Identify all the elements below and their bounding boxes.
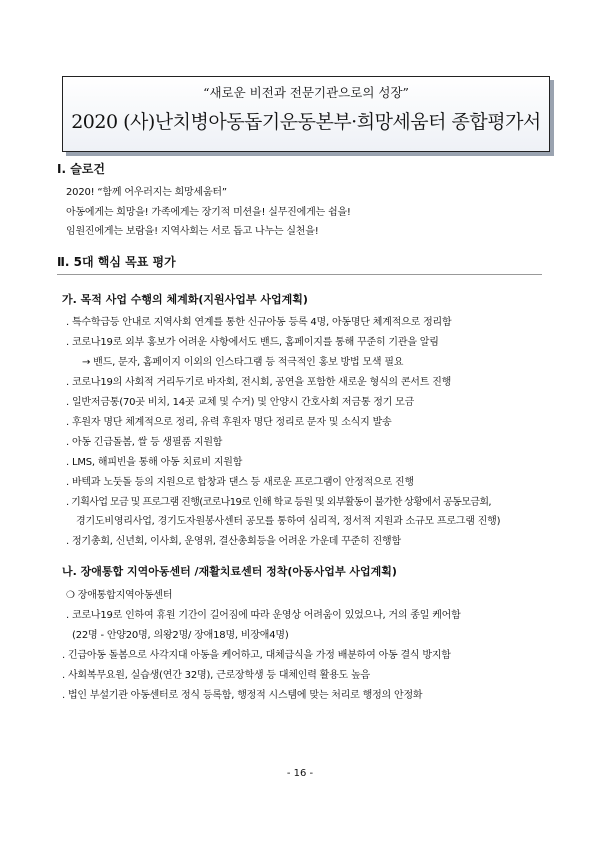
list-item: . 후원자 명단 체계적으로 정리, 유력 후원자 명단 정리로 문자 및 소식지 발송: [66, 417, 392, 428]
list-item: . 법인 부설기관 아동센터로 정식 등록함, 행정적 시스템에 맞는 처리로 행정의 안정화: [62, 690, 423, 701]
divider: [57, 274, 542, 275]
list-item: . 코로나19로 인하여 휴원 기간이 길어짐에 따라 운영상 어려움이 있었으나, 거의 종일 케어함: [66, 610, 461, 621]
list-item: 경기도비영리사업, 경기도자원봉사센터 공모를 통하여 심리적, 정서적 지원과 소규모 프로그램 진행): [76, 516, 501, 527]
slogan-line: 아동에게는 희망을! 가족에게는 장기적 미션을! 실무진에게는 쉼을!: [66, 207, 351, 218]
list-item: → 밴드, 문자, 홈페이지 이외의 인스타그램 등 적극적인 홍보 방법 모색 필요: [82, 357, 404, 368]
page-number: - 16 -: [286, 768, 314, 779]
subsection-a-heading: 가. 목적 사업 수행의 체계화(지원사업부 사업계획): [62, 293, 308, 306]
title-subtitle: “새로운 비전과 전문기관으로의 성장”: [203, 85, 409, 100]
section1-heading: Ⅰ. 슬로건: [57, 162, 105, 176]
title-main: 2020 (사)난치병아동돕기운동본부·희망세움터 종합평가서: [71, 111, 541, 133]
list-item: (22명 - 안양20명, 의왕2명/ 장애18명, 비장애4명): [72, 630, 289, 641]
list-item: . 기획사업 모금 및 프로그램 진행(코로나19로 인해 학교 등원 및 외부활동이 불가한 상황에서 공동모금회,: [66, 497, 491, 508]
subsection-b-heading: 나. 장애통합 지역아동센터 /재활치료센터 정착(아동사업부 사업계획): [62, 565, 397, 578]
list-item: . 정기총회, 신년회, 이사회, 운영위, 결산총회등을 어려운 가운데 꾸준히 진행함: [66, 536, 401, 547]
list-item: . 사회복무요원, 실습생(연간 32명), 근로장학생 등 대체인력 활용도 높음: [62, 670, 370, 681]
list-item: ❍ 장애통합지역아동센터: [66, 590, 173, 601]
list-item: . LMS, 해피빈을 통해 아동 치료비 지원함: [66, 457, 243, 468]
list-item: . 아동 긴급돌봄, 쌀 등 생필품 지원함: [66, 437, 223, 448]
title-box: [62, 76, 550, 152]
list-item: . 일반저금통(70곳 비치, 14곳 교체 및 수거) 및 안양시 간호사회 저금통 정기 모금: [66, 397, 415, 408]
slogan-line: 2020! “함께 어우러지는 희망세움터”: [66, 187, 227, 198]
section2-heading: Ⅱ. 5대 핵심 목표 평가: [57, 255, 176, 269]
list-item: . 긴급아동 돌봄으로 사각지대 아동을 케어하고, 대체급식을 가정 배분하여 아동 결식 방지함: [62, 650, 451, 661]
slogan-line: 임원진에게는 보람을! 지역사회는 서로 돕고 나누는 실천을!: [66, 226, 319, 237]
list-item: . 바텍과 노둣돌 등의 지원으로 합창과 댄스 등 새로운 프로그램이 안정적으로 진행: [66, 477, 414, 488]
list-item: . 코로나19의 사회적 거리두기로 바자회, 전시회, 공연을 포함한 새로운 형식의 콘서트 진행: [66, 377, 452, 388]
list-item: . 코로나19로 외부 홍보가 어려운 사항에서도 밴드, 홈페이지를 통해 꾸준히 기관을 알림: [66, 337, 439, 348]
list-item: . 특수학급등 안내로 지역사회 연계를 통한 신규아동 등록 4명, 아동명단 체계적으로 정리함: [66, 317, 452, 328]
